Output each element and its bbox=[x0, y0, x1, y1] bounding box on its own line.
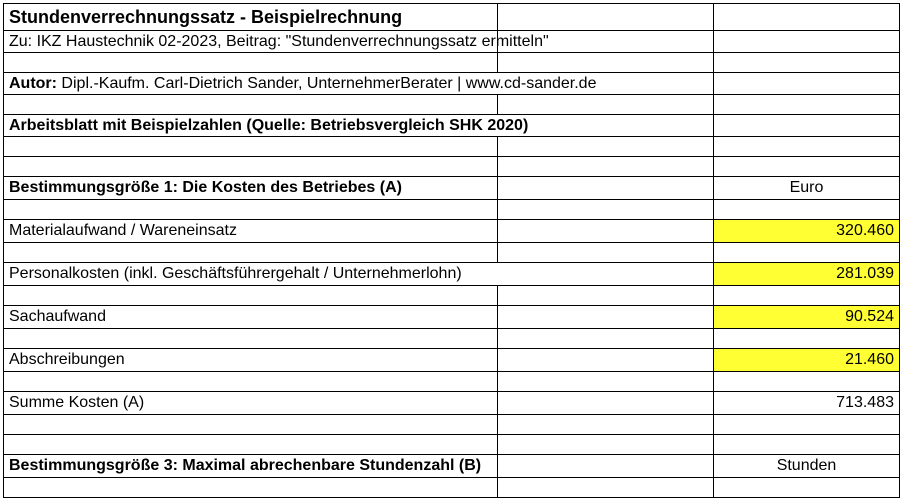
empty-cell[interactable] bbox=[4, 478, 498, 498]
blank-row bbox=[4, 329, 900, 349]
cost-label[interactable]: Personalkosten (inkl. Geschäftsführergehalt / Unternehmerlohn) bbox=[4, 263, 714, 286]
cost-value[interactable]: 90.524 bbox=[714, 306, 900, 329]
empty-cell[interactable] bbox=[714, 157, 900, 177]
empty-cell[interactable] bbox=[498, 435, 714, 455]
cost-value[interactable]: 320.460 bbox=[714, 220, 900, 243]
empty-cell[interactable] bbox=[498, 243, 714, 263]
empty-cell[interactable] bbox=[714, 31, 900, 53]
empty-cell[interactable] bbox=[714, 73, 900, 95]
blank-row bbox=[4, 95, 900, 115]
empty-cell[interactable] bbox=[498, 455, 714, 478]
empty-cell[interactable] bbox=[498, 329, 714, 349]
cost-row-personalkosten bbox=[4, 263, 900, 286]
section3-heading-row bbox=[4, 455, 900, 478]
cost-row-sachaufwand bbox=[4, 306, 900, 329]
cost-row-materialaufwand bbox=[4, 220, 900, 243]
title-row bbox=[4, 4, 900, 31]
empty-cell[interactable] bbox=[4, 137, 498, 157]
total-value[interactable]: 713.483 bbox=[714, 392, 900, 415]
worksheet-heading-row bbox=[4, 115, 900, 137]
empty-cell[interactable] bbox=[4, 435, 498, 455]
empty-cell[interactable] bbox=[4, 286, 498, 306]
cost-value[interactable]: 21.460 bbox=[714, 349, 900, 372]
empty-cell[interactable] bbox=[498, 95, 714, 115]
author-cell[interactable] bbox=[4, 73, 714, 95]
empty-cell[interactable] bbox=[498, 4, 714, 31]
empty-cell[interactable] bbox=[714, 243, 900, 263]
empty-cell[interactable] bbox=[714, 372, 900, 392]
empty-cell[interactable] bbox=[714, 286, 900, 306]
empty-cell[interactable] bbox=[498, 478, 714, 498]
empty-cell[interactable] bbox=[498, 137, 714, 157]
blank-row bbox=[4, 157, 900, 177]
empty-cell[interactable] bbox=[714, 115, 900, 137]
cost-value[interactable]: 281.039 bbox=[714, 263, 900, 286]
worksheet-grid bbox=[3, 3, 900, 498]
cost-label[interactable]: Sachaufwand bbox=[4, 306, 498, 329]
empty-cell[interactable] bbox=[498, 306, 714, 329]
empty-cell[interactable] bbox=[4, 200, 498, 220]
empty-cell[interactable] bbox=[714, 95, 900, 115]
cost-row-abschreibungen bbox=[4, 349, 900, 372]
cost-label[interactable]: Materialaufwand / Wareneinsatz bbox=[4, 220, 498, 243]
empty-cell[interactable] bbox=[714, 200, 900, 220]
empty-cell[interactable] bbox=[714, 137, 900, 157]
empty-cell[interactable] bbox=[4, 372, 498, 392]
section1-unit[interactable]: Euro bbox=[714, 177, 900, 200]
total-row bbox=[4, 392, 900, 415]
empty-cell[interactable] bbox=[714, 329, 900, 349]
empty-cell[interactable] bbox=[498, 53, 714, 73]
blank-row bbox=[4, 372, 900, 392]
empty-cell[interactable] bbox=[498, 286, 714, 306]
empty-cell[interactable] bbox=[498, 392, 714, 415]
author-row bbox=[4, 73, 900, 95]
total-label[interactable]: Summe Kosten (A) bbox=[4, 392, 498, 415]
empty-cell[interactable] bbox=[498, 415, 714, 435]
blank-row bbox=[4, 478, 900, 498]
empty-cell[interactable] bbox=[4, 415, 498, 435]
empty-cell[interactable] bbox=[714, 415, 900, 435]
empty-cell[interactable] bbox=[498, 200, 714, 220]
section1-heading-row bbox=[4, 177, 900, 200]
author-text: Dipl.-Kaufm. Carl-Dietrich Sander, UnternehmerBerater | www.cd-sander.de bbox=[56, 74, 597, 92]
section3-heading[interactable]: Bestimmungsgröße 3: Maximal abrechenbare Stundenzahl (B) bbox=[4, 455, 498, 478]
blank-row bbox=[4, 415, 900, 435]
empty-cell[interactable] bbox=[498, 157, 714, 177]
blank-row bbox=[4, 286, 900, 306]
section1-heading[interactable]: Bestimmungsgröße 1: Die Kosten des Betriebes (A) bbox=[4, 177, 498, 200]
author-label: Autor: bbox=[9, 74, 57, 92]
reference-row bbox=[4, 31, 900, 53]
blank-row bbox=[4, 435, 900, 455]
empty-cell[interactable] bbox=[714, 4, 900, 31]
blank-row bbox=[4, 137, 900, 157]
worksheet-heading[interactable]: Arbeitsblatt mit Beispielzahlen (Quelle: Betriebsvergleich SHK 2020) bbox=[4, 115, 714, 137]
empty-cell[interactable] bbox=[714, 435, 900, 455]
section3-unit[interactable]: Stunden bbox=[714, 455, 900, 478]
empty-cell[interactable] bbox=[498, 220, 714, 243]
empty-cell[interactable] bbox=[4, 157, 498, 177]
empty-cell[interactable] bbox=[498, 349, 714, 372]
empty-cell[interactable] bbox=[4, 243, 498, 263]
empty-cell[interactable] bbox=[4, 329, 498, 349]
empty-cell[interactable] bbox=[4, 53, 498, 73]
empty-cell[interactable] bbox=[498, 177, 714, 200]
empty-cell[interactable] bbox=[4, 95, 498, 115]
cost-label[interactable]: Abschreibungen bbox=[4, 349, 498, 372]
reference-text[interactable]: Zu: IKZ Haustechnik 02-2023, Beitrag: "Stundenverrechnungssatz ermitteln" bbox=[4, 31, 498, 53]
blank-row bbox=[4, 200, 900, 220]
empty-cell[interactable] bbox=[498, 372, 714, 392]
empty-cell[interactable] bbox=[714, 478, 900, 498]
empty-cell[interactable] bbox=[714, 53, 900, 73]
blank-row bbox=[4, 243, 900, 263]
blank-row bbox=[4, 53, 900, 73]
sheet-title[interactable]: Stundenverrechnungssatz - Beispielrechnung bbox=[4, 4, 498, 31]
